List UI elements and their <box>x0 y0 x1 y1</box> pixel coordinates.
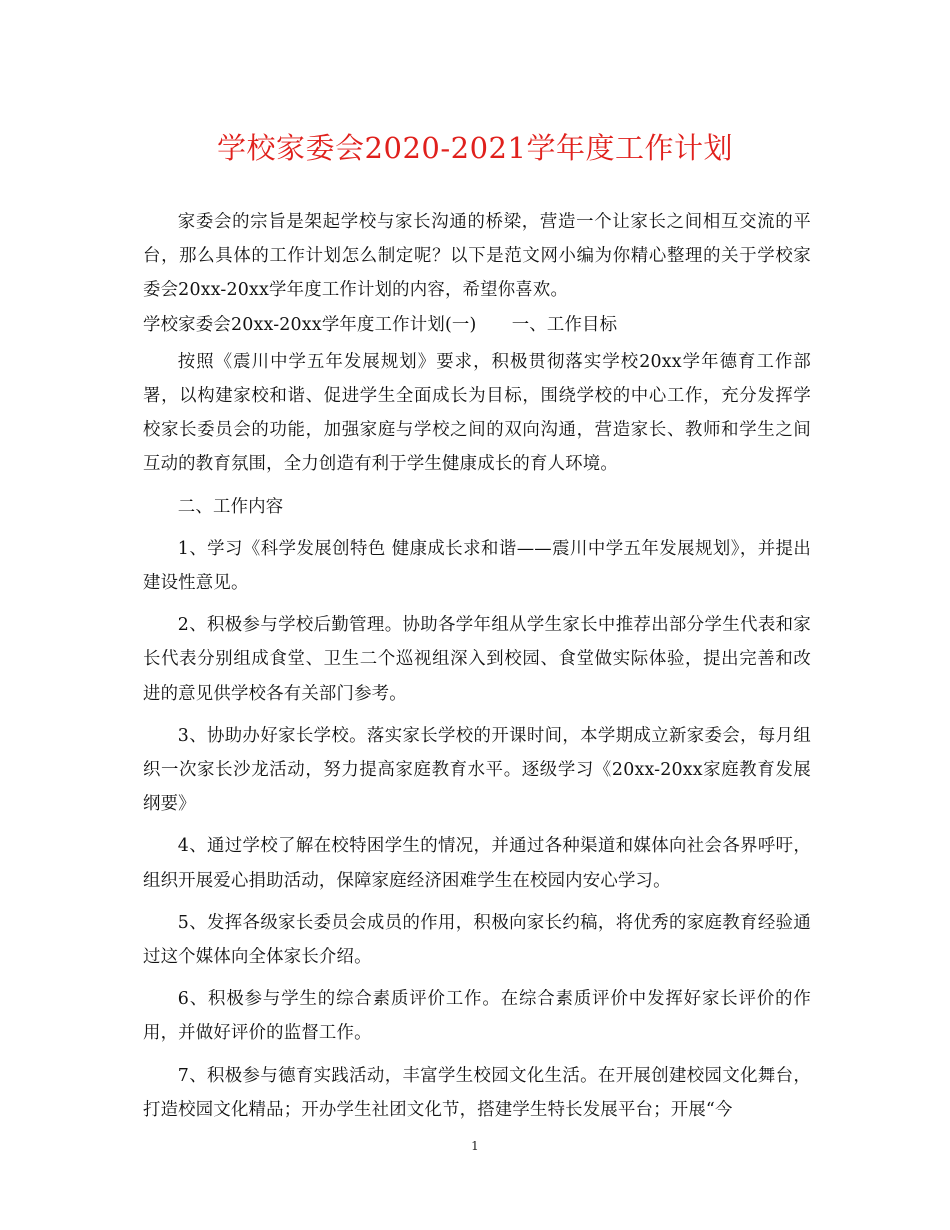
list-item-4: 4、通过学校了解在校特困学生的情况，并通过各种渠道和媒体向社会各界呼吁，组织开展爱心捐助活动，保障家庭经济困难学生在校园内安心学习。 <box>143 836 811 891</box>
section-heading-content: 二、工作内容 <box>177 496 284 517</box>
list-item-3: 3、协助办好家长学校。落实家长学校的开课时间，本学期成立新家委会，每月组织一次家长沙龙活动，努力提高家庭教育水平。逐级学习《20xx-20xx家庭教育发展纲要》 <box>143 725 811 815</box>
list-item-7: 7、积极参与德育实践活动，丰富学生校园文化生活。在开展创建校园文化舞台，打造校园文化精品；开办学生社团文化节，搭建学生特长发展平台；开展“今 <box>143 1065 811 1120</box>
paragraph-goal: 按照《震川中学五年发展规划》要求，积极贯彻落实学校20xx学年德育工作部署，以构建家校和谐、促进学生全面成长为目标，围绕学校的中心工作，充分发挥学校家长委员会的功能，加强家庭与学校之间的双向沟通，营造家长、教师和学生之间互动的教育氛围，全力创造有利于学生健康成长的育人环境。 <box>143 351 811 475</box>
document-body <box>143 205 811 1127</box>
list-item-5: 5、发挥各级家长委员会成员的作用，积极向家长约稿，将优秀的家庭教育经验通过这个媒体向全体家长介绍。 <box>143 912 811 968</box>
section-heading-plan-one: 学校家委会20xx-20xx学年度工作计划(一) 一、工作目标 <box>143 314 618 335</box>
list-item-1: 1、学习《科学发展创特色 健康成长求和谐——震川中学五年发展规划》，并提出建设性意见。 <box>143 538 811 594</box>
paragraph-intro: 家委会的宗旨是架起学校与家长沟通的桥梁，营造一个让家长之间相互交流的平台，那么具体的工作计划怎么制定呢？以下是范文网小编为你精心整理的关于学校家委会20xx-20xx学年度工作计划的内容，希望你喜欢。 <box>143 212 811 301</box>
list-item-2: 2、积极参与学校后勤管理。协助各学年组从学生家长中推荐出部分学生代表和家长代表分别组成食堂、卫生二个巡视组深入到校园、食堂做实际体验，提出完善和改进的意见供学校各有关部门参考。 <box>143 615 811 704</box>
list-item-6: 6、积极参与学生的综合素质评价工作。在综合素质评价中发挥好家长评价的作用，并做好评价的监督工作。 <box>143 989 811 1044</box>
document-title: 学校家委会2020-2021学年度工作计划 <box>217 131 733 165</box>
page-number: 1 <box>471 1139 479 1153</box>
